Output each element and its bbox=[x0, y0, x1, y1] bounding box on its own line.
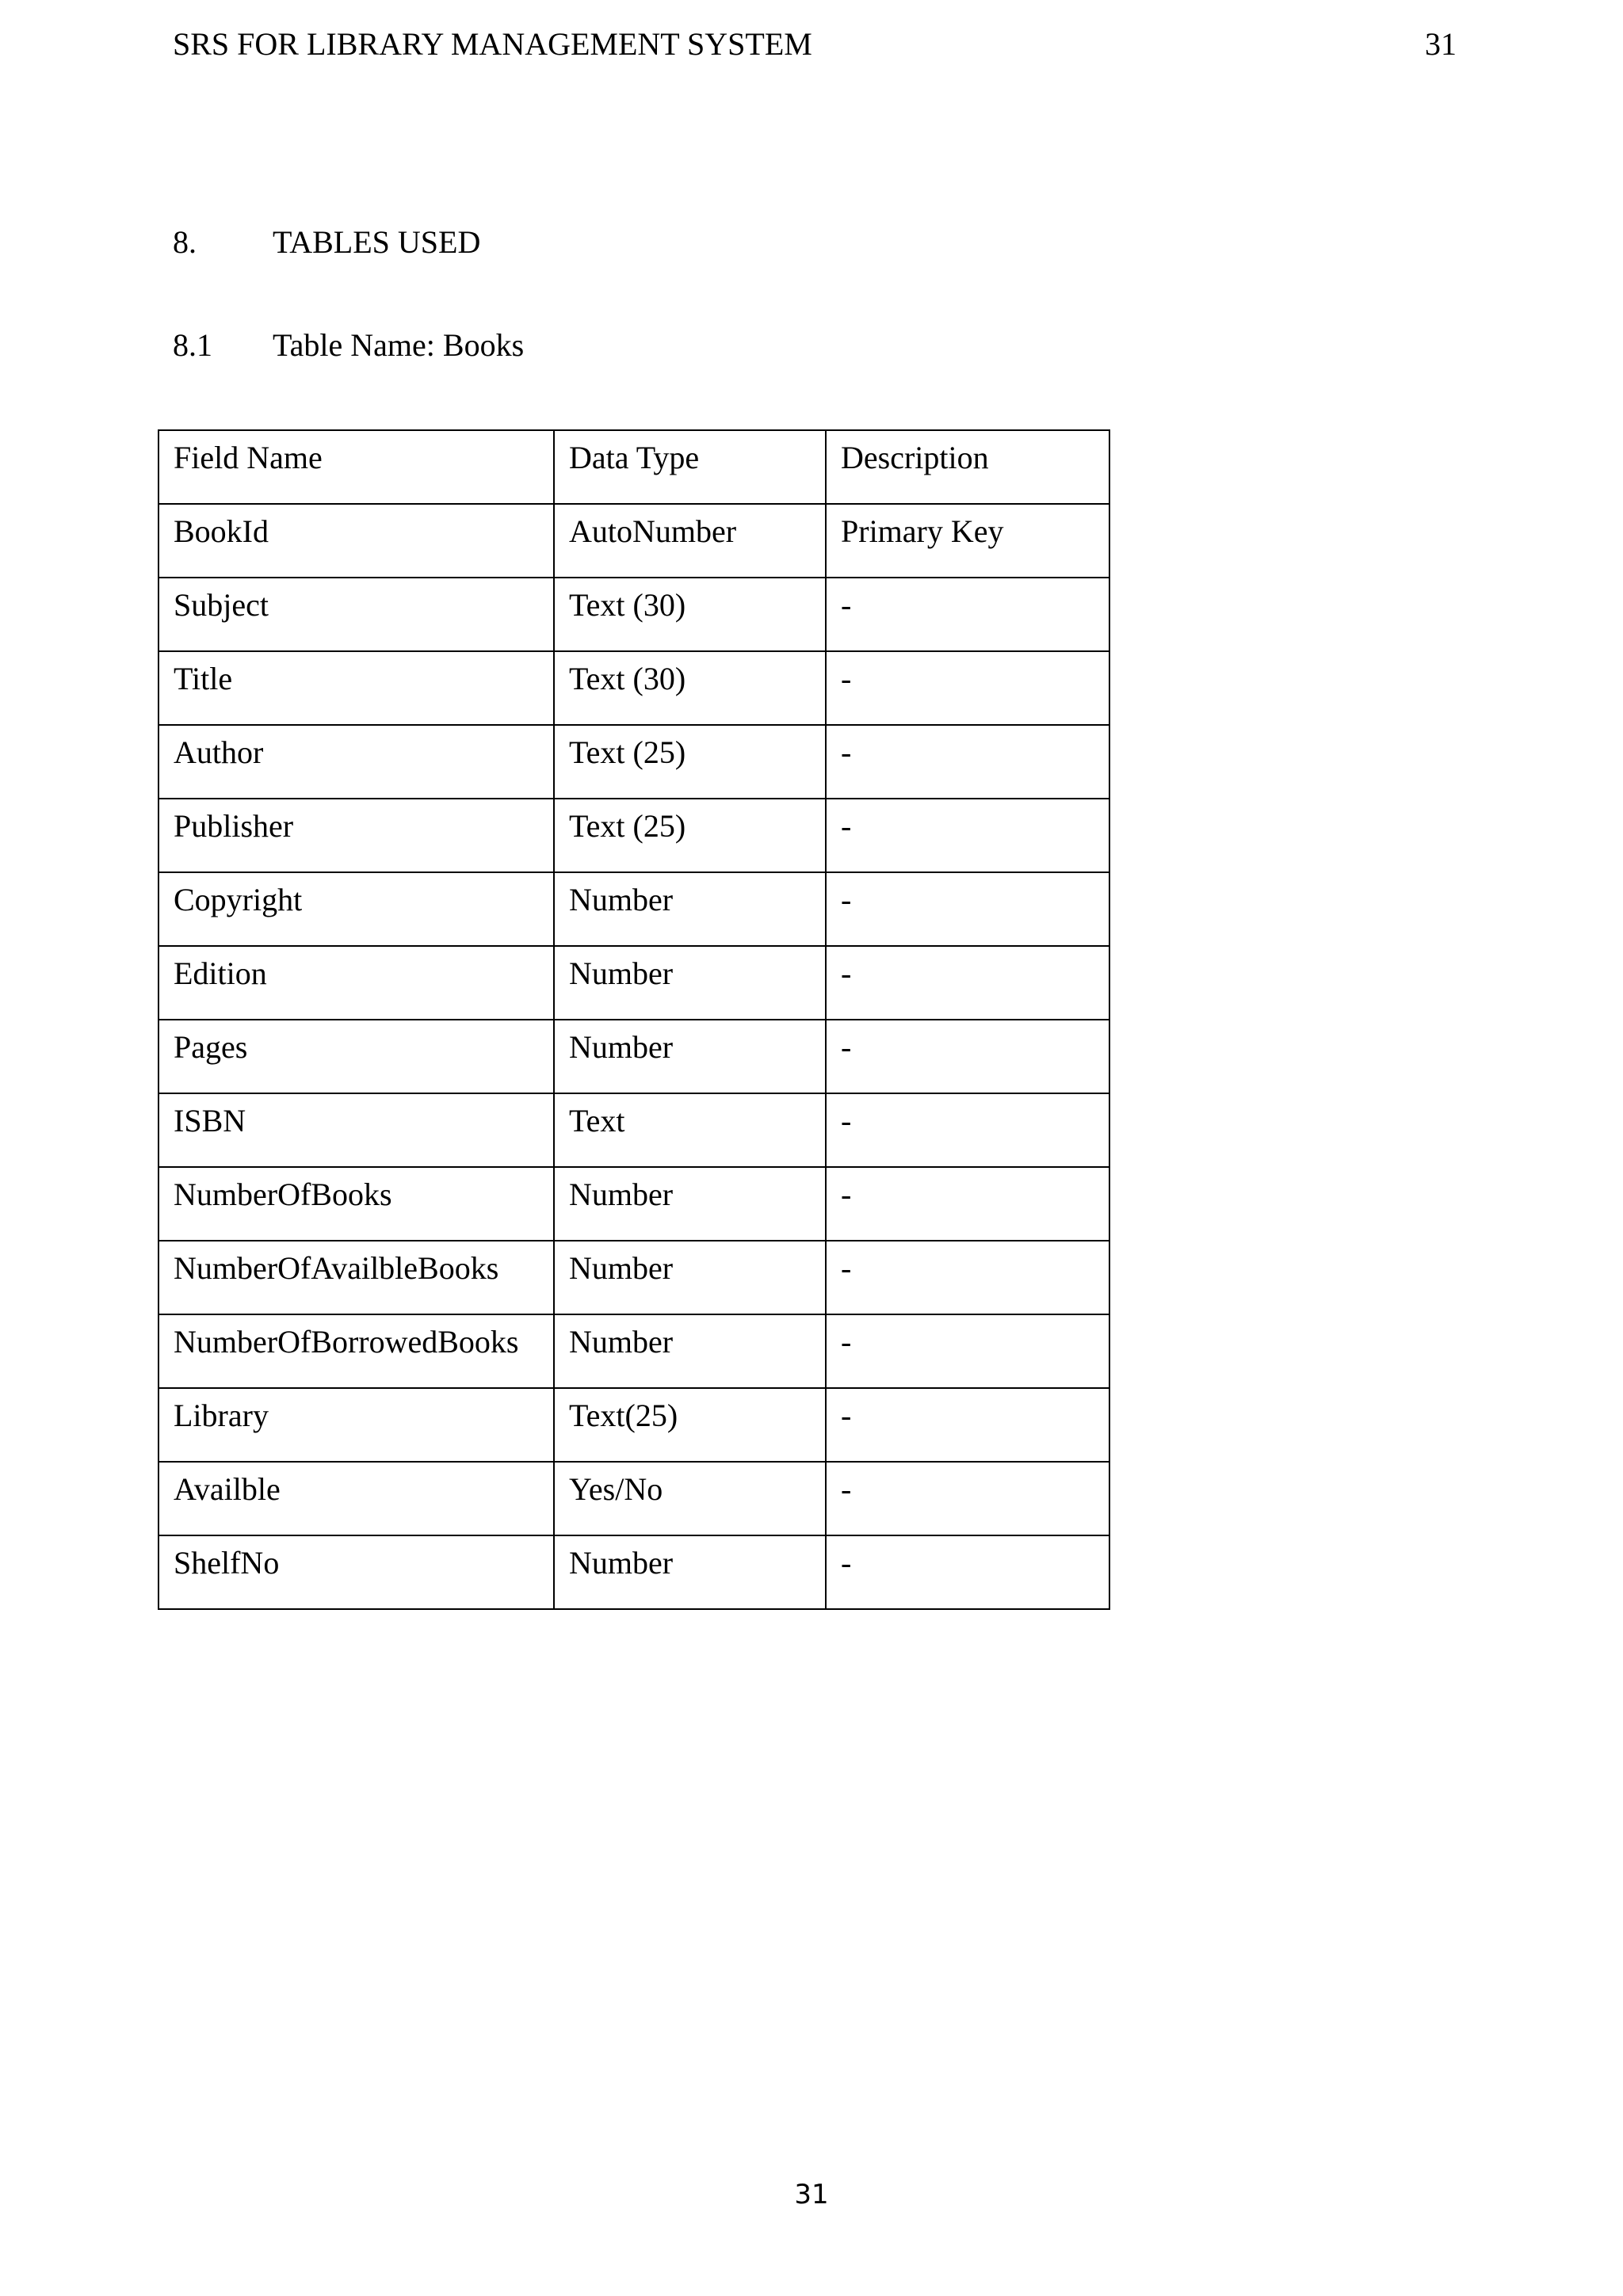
section-heading bbox=[173, 220, 480, 265]
column-header-field-name: Field Name bbox=[158, 430, 554, 504]
table-row bbox=[158, 1462, 1109, 1535]
field-name-cell: ISBN bbox=[158, 1093, 554, 1167]
footer-page-number: 31 bbox=[794, 2179, 829, 2210]
data-type-cell: Number bbox=[554, 1241, 826, 1314]
table-row bbox=[158, 946, 1109, 1020]
table-row bbox=[158, 1167, 1109, 1241]
column-header-data-type: Data Type bbox=[554, 430, 826, 504]
data-type-cell: Yes/No bbox=[554, 1462, 826, 1535]
running-header bbox=[173, 22, 1457, 67]
field-name-cell: Author bbox=[158, 725, 554, 799]
field-name-cell: Pages bbox=[158, 1020, 554, 1093]
data-type-cell: Text (25) bbox=[554, 799, 826, 872]
field-name-cell: Title bbox=[158, 651, 554, 725]
column-header-description: Description bbox=[826, 430, 1109, 504]
description-cell: - bbox=[826, 1314, 1109, 1388]
table-header bbox=[158, 430, 1109, 504]
document-title: SRS FOR LIBRARY MANAGEMENT SYSTEM bbox=[173, 26, 812, 62]
data-type-cell: AutoNumber bbox=[554, 504, 826, 578]
description-cell: - bbox=[826, 1167, 1109, 1241]
table-row bbox=[158, 1314, 1109, 1388]
description-cell: - bbox=[826, 799, 1109, 872]
table-row bbox=[158, 1388, 1109, 1462]
description-cell: - bbox=[826, 725, 1109, 799]
field-name-cell: NumberOfBorrowedBooks bbox=[158, 1314, 554, 1388]
subsection-title: Table Name: Books bbox=[273, 327, 525, 363]
description-cell: - bbox=[826, 1093, 1109, 1167]
data-type-cell: Number bbox=[554, 1167, 826, 1241]
description-cell: - bbox=[826, 872, 1109, 946]
table-row bbox=[158, 872, 1109, 946]
data-type-cell: Text (25) bbox=[554, 725, 826, 799]
table-body bbox=[158, 504, 1109, 1609]
description-cell: - bbox=[826, 946, 1109, 1020]
description-cell: Primary Key bbox=[826, 504, 1109, 578]
data-type-cell: Text (30) bbox=[554, 578, 826, 651]
books-table bbox=[158, 429, 1110, 1610]
data-type-cell: Text bbox=[554, 1093, 826, 1167]
description-cell: - bbox=[826, 651, 1109, 725]
subsection-number: 8.1 bbox=[173, 327, 212, 363]
section-number: 8. bbox=[173, 224, 197, 260]
table-row bbox=[158, 1241, 1109, 1314]
field-name-cell: ShelfNo bbox=[158, 1535, 554, 1609]
field-name-cell: Subject bbox=[158, 578, 554, 651]
data-type-cell: Text (30) bbox=[554, 651, 826, 725]
description-cell: - bbox=[826, 1020, 1109, 1093]
table-row bbox=[158, 578, 1109, 651]
field-name-cell: NumberOfBooks bbox=[158, 1167, 554, 1241]
data-type-cell: Number bbox=[554, 1314, 826, 1388]
table-row bbox=[158, 1093, 1109, 1167]
section-title: TABLES USED bbox=[273, 224, 481, 260]
table-header-row bbox=[158, 430, 1109, 504]
data-type-cell: Number bbox=[554, 946, 826, 1020]
table-row bbox=[158, 1020, 1109, 1093]
subsection-heading bbox=[173, 323, 524, 368]
description-cell: - bbox=[826, 1388, 1109, 1462]
field-name-cell: Library bbox=[158, 1388, 554, 1462]
field-name-cell: Publisher bbox=[158, 799, 554, 872]
table-row bbox=[158, 1535, 1109, 1609]
data-type-cell: Number bbox=[554, 1020, 826, 1093]
description-cell: - bbox=[826, 1535, 1109, 1609]
table-row bbox=[158, 725, 1109, 799]
description-cell: - bbox=[826, 1462, 1109, 1535]
description-cell: - bbox=[826, 1241, 1109, 1314]
field-name-cell: BookId bbox=[158, 504, 554, 578]
description-cell: - bbox=[826, 578, 1109, 651]
field-name-cell: Edition bbox=[158, 946, 554, 1020]
data-type-cell: Number bbox=[554, 872, 826, 946]
table-row bbox=[158, 799, 1109, 872]
table-row bbox=[158, 651, 1109, 725]
table-row bbox=[158, 504, 1109, 578]
field-name-cell: Copyright bbox=[158, 872, 554, 946]
data-type-cell: Text(25) bbox=[554, 1388, 826, 1462]
data-type-cell: Number bbox=[554, 1535, 826, 1609]
field-name-cell: Availble bbox=[158, 1462, 554, 1535]
field-name-cell: NumberOfAvailbleBooks bbox=[158, 1241, 554, 1314]
header-page-number: 31 bbox=[1425, 26, 1457, 62]
